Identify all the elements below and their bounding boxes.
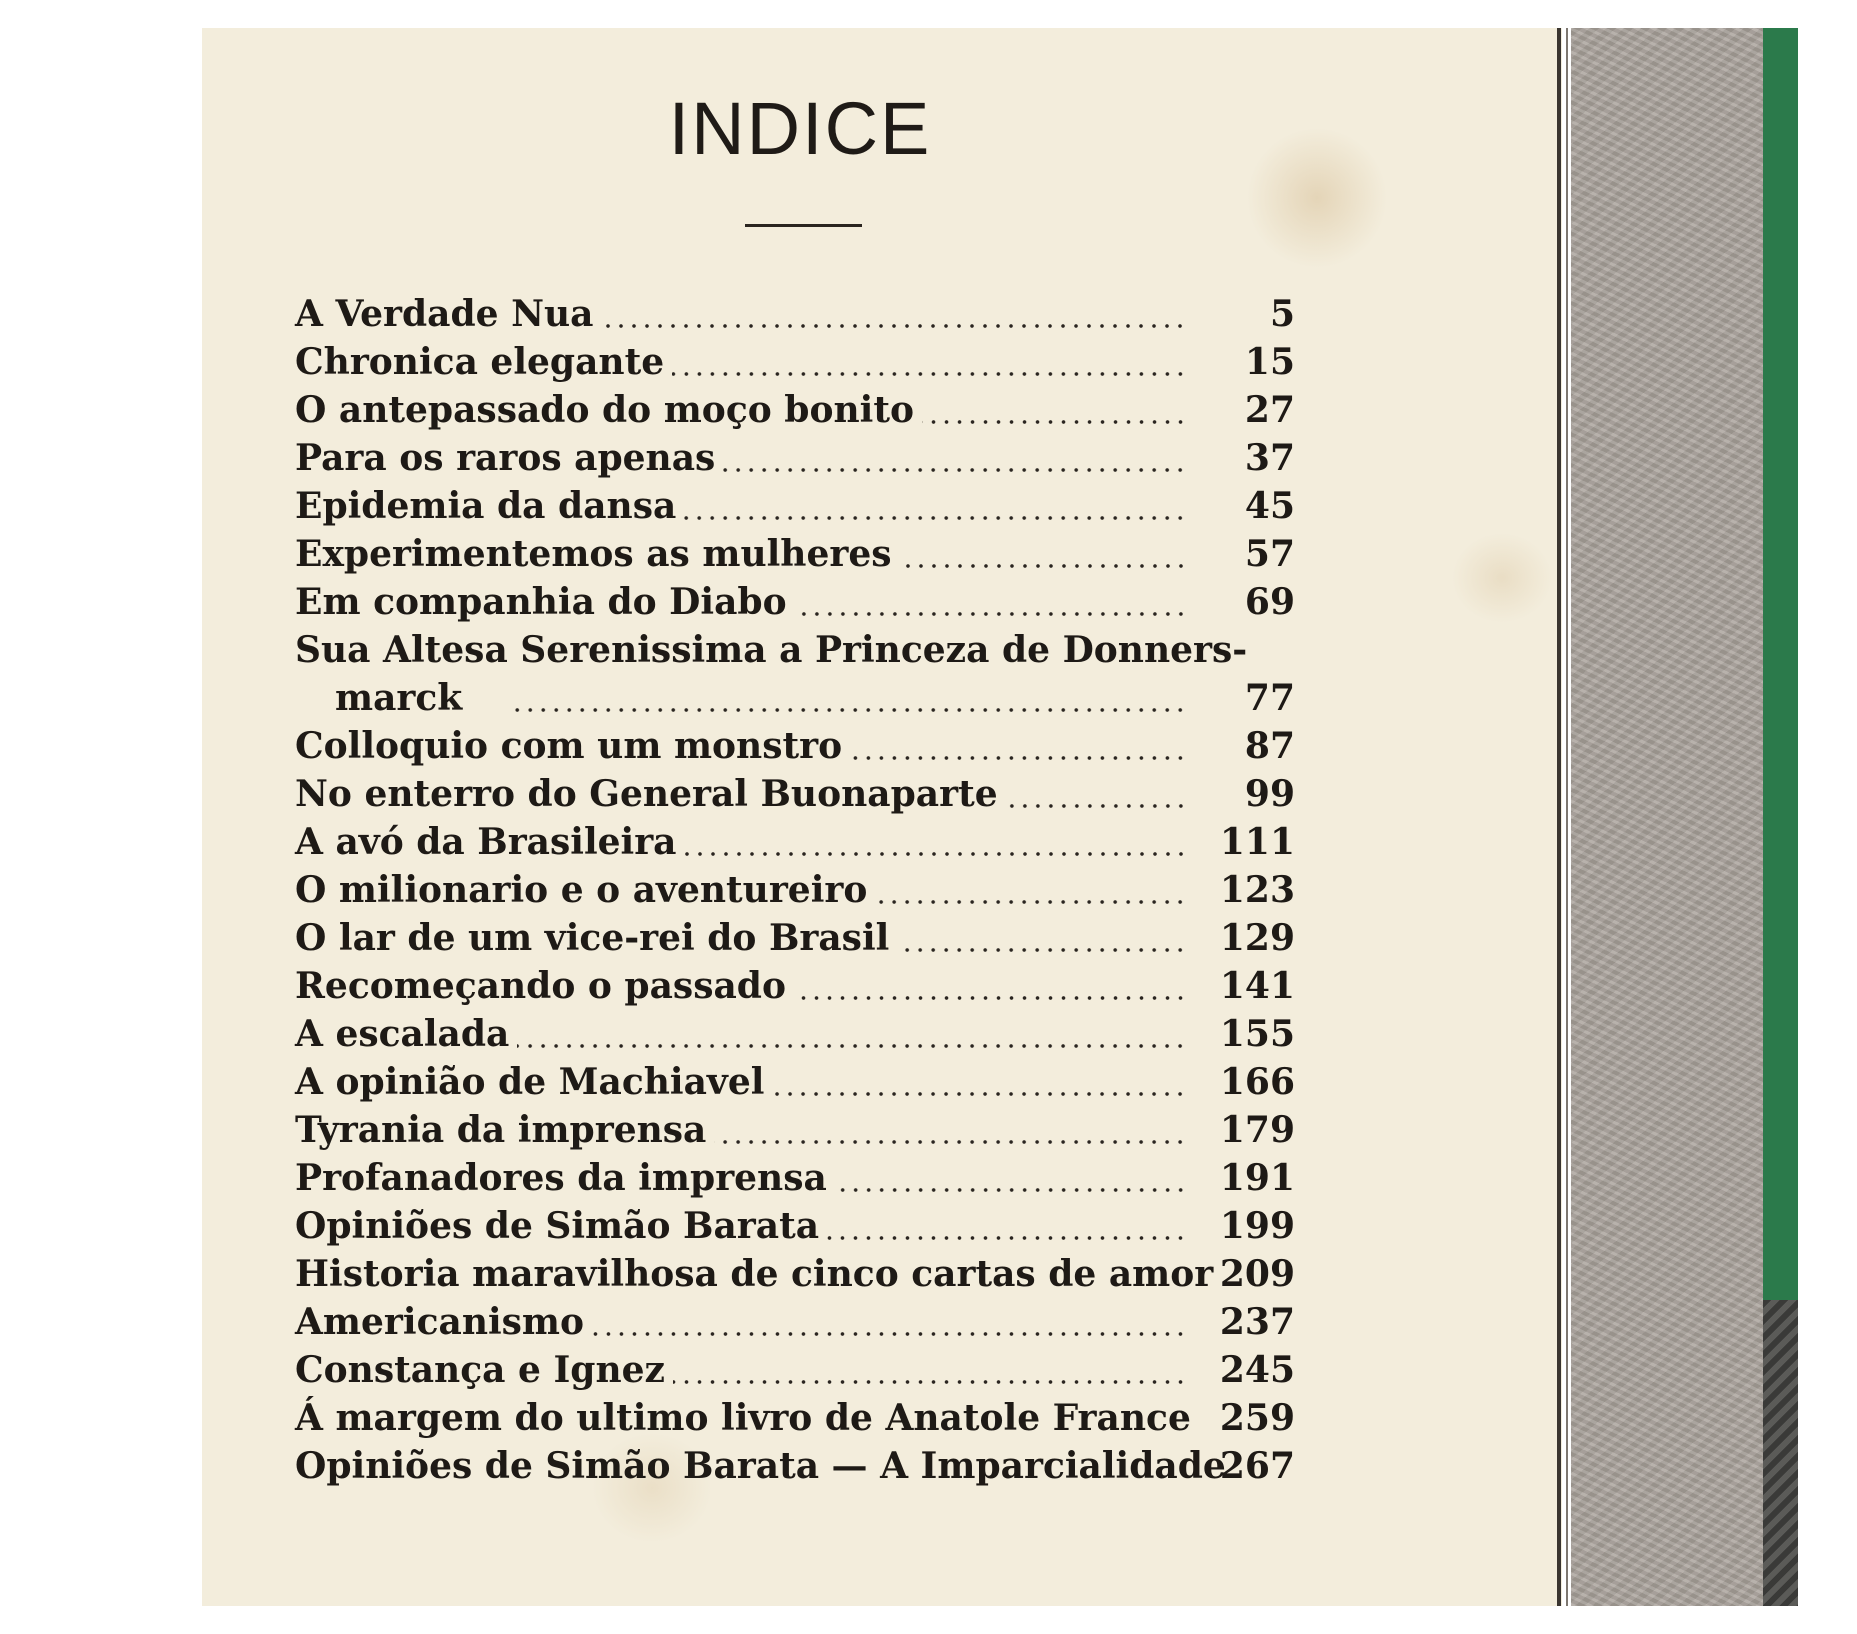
toc-entry-title: Recomeçando o passado: [295, 965, 786, 1007]
toc-entry-page: 77: [1244, 677, 1295, 719]
toc-entry-title: Americanismo: [295, 1301, 585, 1343]
toc-entry: [295, 962, 1340, 1010]
toc-entry-title: Tyrania da imprensa: [295, 1109, 707, 1151]
toc-entry: [295, 866, 1340, 914]
book-cover-edge-dark: [1763, 1300, 1798, 1606]
toc-entry: [295, 914, 1340, 962]
toc-entry-page: 123: [1219, 869, 1295, 911]
toc-entry-page: 129: [1219, 917, 1295, 959]
toc-entry-title: Opiniões de Simão Barata: [295, 1205, 820, 1247]
toc-entry-title: O antepassado do moço bonito: [295, 389, 914, 431]
toc-entry-page: 5: [1269, 293, 1295, 335]
toc-entry-title: O milionario e o aventureiro: [295, 869, 868, 911]
toc-entry: [295, 1106, 1340, 1154]
table-of-contents: [295, 290, 1340, 1490]
toc-entry: [295, 1010, 1340, 1058]
toc-entry-title: Para os raros apenas: [295, 437, 716, 479]
toc-entry-title: marck: [335, 677, 463, 719]
title-rule: [745, 224, 862, 227]
toc-entry: [295, 1346, 1340, 1394]
toc-entry: [295, 290, 1340, 338]
toc-entry-title: A escalada: [295, 1013, 510, 1055]
toc-entry-title: Colloquio com um monstro: [295, 725, 843, 767]
toc-entry-title: Opiniões de Simão Barata — A Imparcialidade: [295, 1445, 1226, 1487]
toc-entry-page: 267: [1219, 1445, 1295, 1487]
toc-entry: [295, 530, 1340, 578]
toc-entry-title: Historia maravilhosa de cinco cartas de amor: [295, 1253, 1214, 1295]
toc-entry-page: 155: [1219, 1013, 1295, 1055]
toc-entry-page: 199: [1219, 1205, 1295, 1247]
toc-entry: [295, 770, 1340, 818]
toc-entry-title: Profanadores da imprensa: [295, 1157, 827, 1199]
toc-entry-page: 209: [1219, 1253, 1295, 1295]
toc-entry-title: A Verdade Nua: [295, 293, 594, 335]
toc-entry-title: Constança e Ignez: [295, 1349, 665, 1391]
toc-entry-page: 141: [1219, 965, 1295, 1007]
toc-entry: [295, 722, 1340, 770]
toc-entry-title: No enterro do General Buonaparte: [295, 773, 998, 815]
toc-entry-title: A opinião de Machiavel: [295, 1061, 765, 1103]
toc-entry-page: 245: [1219, 1349, 1295, 1391]
toc-entry-page: 179: [1219, 1109, 1295, 1151]
marbled-endpaper: [1571, 28, 1763, 1606]
toc-entry-page: 27: [1244, 389, 1295, 431]
toc-entry: [295, 1250, 1340, 1298]
toc-entry: [295, 578, 1340, 626]
toc-entry-page: 237: [1219, 1301, 1295, 1343]
toc-entry-page: 111: [1219, 821, 1295, 863]
toc-entry: [295, 818, 1340, 866]
toc-entry-title: Á margem do ultimo livro de Anatole France: [295, 1397, 1191, 1439]
toc-entry-title: Epidemia da dansa: [295, 485, 677, 527]
toc-entry-page: 37: [1244, 437, 1295, 479]
toc-entry-title: Chronica elegante: [295, 341, 665, 383]
toc-entry-page: 45: [1244, 485, 1295, 527]
toc-entry: [295, 482, 1340, 530]
toc-entry: [295, 1058, 1340, 1106]
toc-entry: [295, 626, 1340, 674]
toc-entry-title: O lar de um vice-rei do Brasil: [295, 917, 890, 959]
toc-entry-title: A avó da Brasileira: [295, 821, 677, 863]
toc-entry-title: Sua Altesa Serenissima a Princeza de Donners-: [295, 629, 1248, 671]
toc-entry: [295, 674, 1340, 722]
toc-entry: [295, 1394, 1340, 1442]
page-title: INDICE: [668, 87, 932, 170]
toc-entry-page: 99: [1244, 773, 1295, 815]
toc-entry-page: 69: [1244, 581, 1295, 623]
toc-entry: [295, 1298, 1340, 1346]
toc-entry: [295, 434, 1340, 482]
toc-entry: [295, 1202, 1340, 1250]
page-gutter: [1557, 28, 1561, 1606]
toc-entry: [295, 338, 1340, 386]
toc-entry-page: 87: [1244, 725, 1295, 767]
toc-entry: [295, 386, 1340, 434]
toc-entry-title: Em companhia do Diabo: [295, 581, 787, 623]
toc-entry-title: Experimentemos as mulheres: [295, 533, 892, 575]
toc-entry-page: 15: [1244, 341, 1295, 383]
toc-entry-page: 191: [1219, 1157, 1295, 1199]
toc-entry-page: 57: [1244, 533, 1295, 575]
toc-entry: [295, 1154, 1340, 1202]
toc-entry: [295, 1442, 1340, 1490]
toc-entry-page: 166: [1219, 1061, 1295, 1103]
toc-entry-page: 259: [1219, 1397, 1295, 1439]
page-gutter-shadow: [1566, 28, 1568, 1606]
